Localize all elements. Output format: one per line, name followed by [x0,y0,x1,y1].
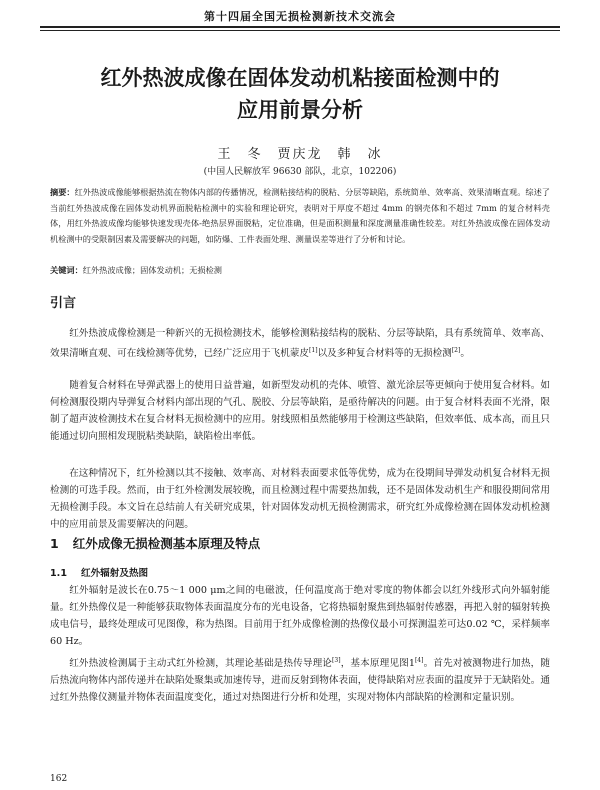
subsection-1-1-title: 红外辐射及热图 [81,568,149,579]
authors: 王 冬 贾庆龙 韩 冰 [217,147,383,162]
conference-header: 第十四届全国无损检测新技术交流会 [204,10,396,23]
section-1-paragraph-1: 红外辐射是波长在0.75～1 000 μm之间的电磁波，任何温度高于绝对零度的物体都会以红外线形式向外辐射能量。红外热像仪是一种能够获取物体表面温度分布的光电设备，它将热辐射聚焦到热辐射传感器，再把入射的辐射转换成电信号，最终处理成可见图像，称为热图。目前用于红外成像检测的热像仪最小可探测温差可达0.02 ℃，采样频率60 Hz。 [50,585,550,647]
intro-paragraph-3: 在这种情况下，红外检测以其不接触、效率高、对材料表面要求低等优势，成为在役期间导弹发动机复合材料无损检测的可选手段。然而，由于红外检测发展较晚，而且检测过程中需要热加载，还不是固体发动机生产和服役期间常用无损检测手段。本文旨在总结前人有关研究成果，针对固体发动机无损检测需求，研究红外成像检测在固体发动机检测中的应用前景及需要解决的问题。 [50,468,550,530]
header-rule [40,26,560,31]
abstract-text: 红外热波成像能够根据热流在物体内部的传播情况，检测粘接结构的脱粘、分层等缺陷，系统简单、效率高、效果清晰直观。综述了当前红外热波成像在固体发动机界面脱粘检测中的实验和理论研究，表明对于厚度不超过 4mm 的钢壳体和不超过 7mm 的复合材料壳体，用红外热波成像均能够快速发现壳体-绝热层界面脱粘，定位准确，但是面积测量和深度测量准确性较差。对红外热波成像在固体发动机检测中的受限制因素及需要解决的问题，如防爆、工件表面处理、测量误差等进行了分析和讨论。 [50,187,550,244]
page-number: 162 [50,774,68,784]
section-1-paragraph-2 [50,652,550,706]
title-line-2: 应用前景分析 [237,98,363,122]
title-line-1: 红外热波成像在固体发动机粘接面检测中的 [100,66,500,90]
s1p2-text-a: 红外热波检测属于主动式红外检测，其理论基础是热传导理论 [69,658,333,670]
keywords [50,263,550,278]
section-1-title: 红外成像无损检测基本原理及特点 [72,536,261,551]
intro-p1-end: 。 [460,348,470,360]
abstract [50,185,550,247]
keywords-label: 关键词： [50,265,83,275]
intro-paragraph-1 [50,325,550,362]
intro-p1-text: 红外热波成像检测是一种新兴的无损检测技术，能够检测粘接结构的脱粘、分层等缺陷，具有系统简单、效率高、效果清晰直观、可在线检测等优势，已经广泛应用于飞机蒙皮 [50,328,550,360]
citation-2: [2] [451,347,461,354]
intro-paragraph-2: 随着复合材料在导弹武器上的使用日益普遍，如新型发动机的壳体、喷管、激光涂层等更倾向于使用复合材料。如何检测服役期内导弹复合材料内部出现的气孔、脱胶、分层等缺陷，是亟待解决的问题。由于复合材料表面不光滑，限制了超声波检测技术在复合材料无损检测中的应用。射线照相虽然能够用于检测这些缺陷，但效率低、成本高，而且只能通过切向照相发现脱粘类缺陷，缺陷检出率低。 [50,380,550,442]
subsection-1-1-number: 1.1 [50,568,67,579]
citation-3: [3] [332,657,341,664]
paper-title [40,62,560,126]
intro-p1-mid: 以及多种复合材料等的无损检测 [317,348,452,360]
abstract-label: 摘要： [50,187,75,197]
s1p2-text-b: ，基本原理见图1 [340,658,415,670]
citation-4: [4] [414,657,424,664]
keywords-text: 红外热波成像；固体发动机；无损检测 [82,265,222,275]
s1p2-text-c: 。首先对被测物进行加热，随后热流向物体内部传递并在缺陷处聚集或加速传导，进而反射到物体表面，使得缺陷对应表面的温度异于无缺陷处。通过红外热像仪测量并物体表面温度变化，通过对热图进行分析和处理，实现对物体内部缺陷的检测和定量识别。 [50,658,551,704]
subsection-1-1-heading [50,565,148,579]
section-1-heading [50,534,260,552]
section-1-number: 1 [50,536,59,551]
affiliation: (中国人民解放军 96630 部队，北京，102206) [203,167,397,177]
intro-heading: 引言 [50,296,77,311]
citation-1: [1] [309,347,318,354]
